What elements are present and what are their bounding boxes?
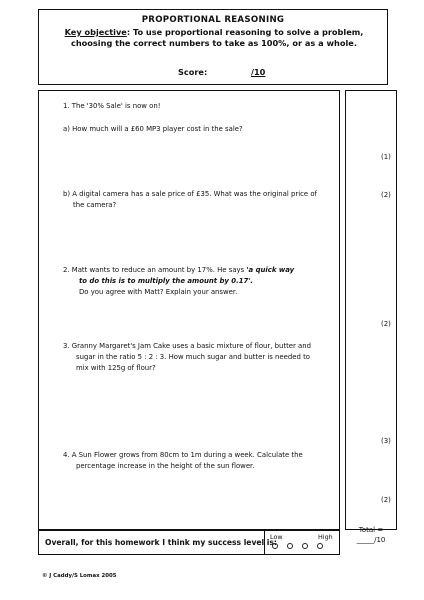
mark-q3: (3) <box>381 437 391 445</box>
q3-line3: mix with 125g of flour? <box>76 364 156 372</box>
header-box <box>38 9 388 85</box>
key-objective <box>45 27 383 49</box>
total-value: _____/10 <box>356 536 386 544</box>
level-option-2[interactable] <box>287 543 293 549</box>
q2-quote-part2: to do this is to multiply the amount by 0.17'. <box>79 277 254 285</box>
q3-line2: sugar in the ratio 5 : 2 : 3. How much sugar and butter is needed to <box>76 353 310 361</box>
score-label: Score: <box>178 67 208 77</box>
q4-line1: 4. A Sun Flower grows from 80cm to 1m during a week. Calculate the <box>63 451 303 459</box>
questions-box <box>38 90 340 530</box>
marks-column <box>345 90 397 530</box>
key-objective-label: Key objective <box>64 27 127 37</box>
total-box <box>345 525 397 545</box>
level-option-3[interactable] <box>302 543 308 549</box>
level-option-1[interactable] <box>272 543 278 549</box>
q2-text: 2. Matt wants to reduce an amount by 17%. He says <box>63 266 247 274</box>
copyright: © J Caddy/S Lomax 2005 <box>42 573 117 579</box>
q1b-line1: b) A digital camera has a sale price of £35. What was the original price of <box>63 190 317 198</box>
mark-q4: (2) <box>381 496 391 504</box>
score-value: /10 <box>251 67 266 77</box>
level-option-4[interactable] <box>317 543 323 549</box>
q3-line1: 3. Granny Margaret's Jam Cake uses a basic mixture of flour, butter and <box>63 342 311 350</box>
q1a-text: a) How much will a £60 MP3 player cost in the sale? <box>63 125 243 133</box>
total-label: Total = <box>358 526 384 534</box>
mark-q1b: (2) <box>381 191 391 199</box>
success-level-scale <box>264 530 340 555</box>
q2-line1 <box>63 265 294 276</box>
mark-q2: (2) <box>381 320 391 328</box>
q2-line3: Do you agree with Matt? Explain your answer. <box>79 288 238 296</box>
level-high-label: High <box>318 533 333 541</box>
worksheet-title: PROPORTIONAL REASONING <box>141 15 285 25</box>
success-level-text: Overall, for this homework I think my success level is: <box>45 538 277 547</box>
level-low-label: Low <box>270 533 283 541</box>
q2-quote-part1: 'a quick way <box>246 266 295 274</box>
mark-q1a: (1) <box>381 153 391 161</box>
key-objective-text: : To use proportional reasoning to solve a problem, choosing the correct numbers to take as 100%, or as a whole. <box>71 27 364 48</box>
q4-line2: percentage increase in the height of the sun flower. <box>76 462 255 470</box>
q1-intro: 1. The '30% Sale' is now on! <box>63 102 161 110</box>
q1b-line2: the camera? <box>73 201 117 209</box>
